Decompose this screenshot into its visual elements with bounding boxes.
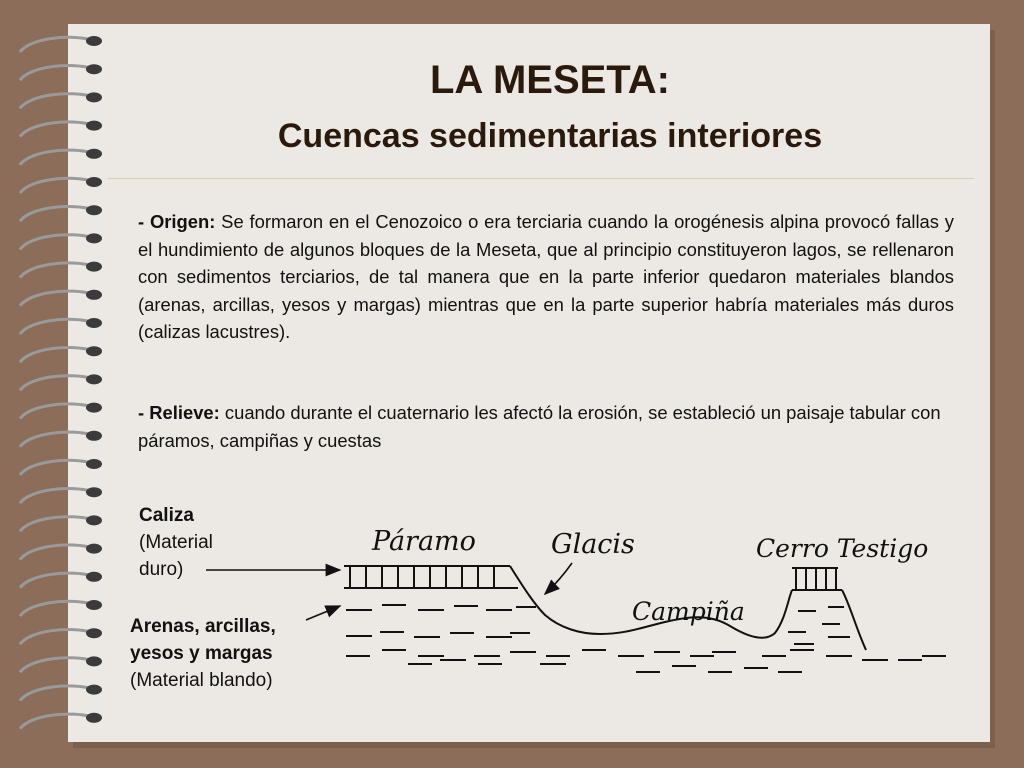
arenas-line1: Arenas, arcillas, [130,616,276,637]
caliza-line1: (Material [139,532,213,553]
cerro-testigo-label: Cerro Testigo [756,534,929,563]
glacis-label: Glacis [551,529,635,560]
caliza-title: Caliza [139,505,194,526]
page-title: LA MESETA: [430,58,670,102]
relieve-text: cuando durante el cuaternario les afectó la erosión, se estableció un paisaje tabular con páramos, campiñas y cuestas [138,402,941,451]
relieve-label: - Relieve: [138,402,220,423]
arenas-line3: (Material blando) [130,670,273,691]
origen-text: Se formaron en el Cenozoico o era terciaria cuando la orogénesis alpina provocó fallas y el hundimiento de algunos bloques de la Meseta, que al principio constituyeron lagos, se rellenaron con sedimentos terciarios, de tal manera que en la parte inferior quedaron materiales blandos (arenas, arcillas, yesos y margas) mientras que en la parte superior habría materiales más duros (calizas lacustres). [138,211,954,342]
page-subtitle: Cuencas sedimentarias interiores [277,117,823,155]
arenas-line2: yesos y margas [130,643,273,664]
cerro-caliza-cap [792,568,842,590]
caliza-line2: duro) [139,559,184,580]
paramo-label: Páramo [372,526,476,557]
paramo-caliza-layer [344,566,518,588]
glacis-arrow [545,563,572,594]
cerro-flank [842,590,866,650]
arenas-arrow [306,606,340,620]
campina-label: Campiña [632,597,745,626]
origen-label: - Origen: [138,211,216,232]
